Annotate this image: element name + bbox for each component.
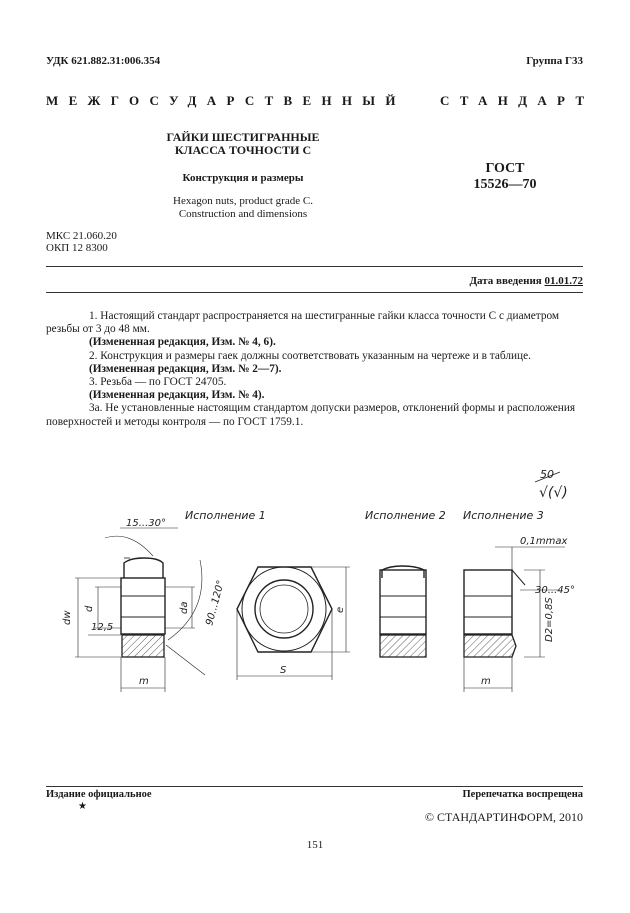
gost-designation — [460, 161, 550, 193]
banner-standard: СТАНДАРТ — [440, 93, 595, 108]
dim-30-45: 30...45° — [535, 585, 575, 596]
roughness-symbol — [535, 468, 568, 501]
official-edition: Издание официальное — [46, 789, 152, 800]
clauses — [46, 310, 583, 429]
clause-2-amendment: (Измененная редакция, Изм. № 2—7). — [89, 362, 282, 375]
divider-top — [46, 266, 583, 267]
title-line-2: КЛАССА ТОЧНОСТИ С — [174, 143, 312, 157]
intro-date-label: Дата введения — [469, 275, 542, 287]
dim-da: da — [179, 601, 190, 614]
page-title — [150, 131, 336, 157]
english-title-line-1: Hexagon nuts, product grade C. — [173, 195, 313, 207]
dim-m-1: m — [139, 676, 149, 687]
copyright: © СТАНДАРТИНФОРМ, 2010 — [424, 810, 583, 824]
dim-dw: dw — [62, 610, 73, 625]
angle-15-30: 15...30° — [126, 518, 166, 529]
clause-1: 1. Настоящий стандарт распространяется на шестигранные гайки класса точности С с диаметром резьбы от 3 до 48 мм. — [46, 310, 560, 336]
english-title — [150, 195, 336, 221]
dim-e: e — [335, 606, 346, 613]
variant-3-label: Исполнение 3 — [463, 509, 544, 522]
roughness-value: 50 — [540, 468, 554, 481]
clause-1-amendment: (Измененная редакция, Изм. № 4, 6). — [89, 336, 276, 349]
view-1-top — [237, 567, 350, 680]
gost-label: ГОСТ — [485, 161, 525, 176]
angle-90-120: 90...120° — [204, 579, 227, 627]
mks-code: МКС 21.060.20 — [46, 230, 117, 242]
variant-1-label: Исполнение 1 — [185, 509, 266, 522]
subtitle: Конструкция и размеры — [182, 172, 304, 184]
reprint-notice: Перепечатка воспрещена — [462, 789, 583, 800]
gost-number: 15526—70 — [473, 177, 537, 192]
dim-m-3: m — [481, 676, 491, 687]
clause-3-amendment: (Измененная редакция, Изм. № 4). — [89, 389, 265, 402]
edition-star: ★ — [78, 801, 87, 812]
page-number: 151 — [306, 839, 324, 851]
clause-2: 2. Конструкция и размеры гаек должны соответствовать указанным на чертеже и в таблице. — [89, 349, 531, 362]
dim-0-1m: 0,1mmax — [520, 536, 568, 547]
nut-drawing — [0, 430, 630, 710]
title-line-1: ГАЙКИ ШЕСТИГРАННЫЕ — [166, 130, 320, 144]
variant-2-label: Исполнение 2 — [365, 509, 446, 522]
dim-s: S — [280, 665, 287, 676]
divider-date — [46, 292, 583, 293]
classification-codes — [46, 230, 117, 254]
dim-d: d — [84, 605, 95, 612]
english-title-line-2: Construction and dimensions — [178, 208, 308, 220]
divider-footer — [46, 786, 583, 787]
banner-interstate: МЕЖГОСУДАРСТВЕННЫЙ — [46, 93, 406, 108]
clause-3a: 3а. Не установленные настоящим стандартом допуски размеров, отклонений формы и расположения поверхностей и методы контроля — по ГОСТ 1759.1. — [46, 402, 576, 428]
intro-date-value: 01.01.72 — [544, 275, 583, 287]
view-2-side — [380, 566, 426, 657]
introduction-date — [469, 275, 583, 287]
okp-code: ОКП 12 8300 — [46, 242, 108, 254]
clause-3: 3. Резьба — по ГОСТ 24705. — [89, 376, 227, 389]
group-code: Группа Г33 — [526, 55, 583, 67]
udk-code: УДК 621.882.31:006.354 — [46, 55, 161, 67]
dim-12-5: 12,5 — [91, 622, 114, 633]
dim-d2: D2=0,8S — [544, 597, 555, 642]
roughness-mark: √(√) — [539, 485, 568, 501]
